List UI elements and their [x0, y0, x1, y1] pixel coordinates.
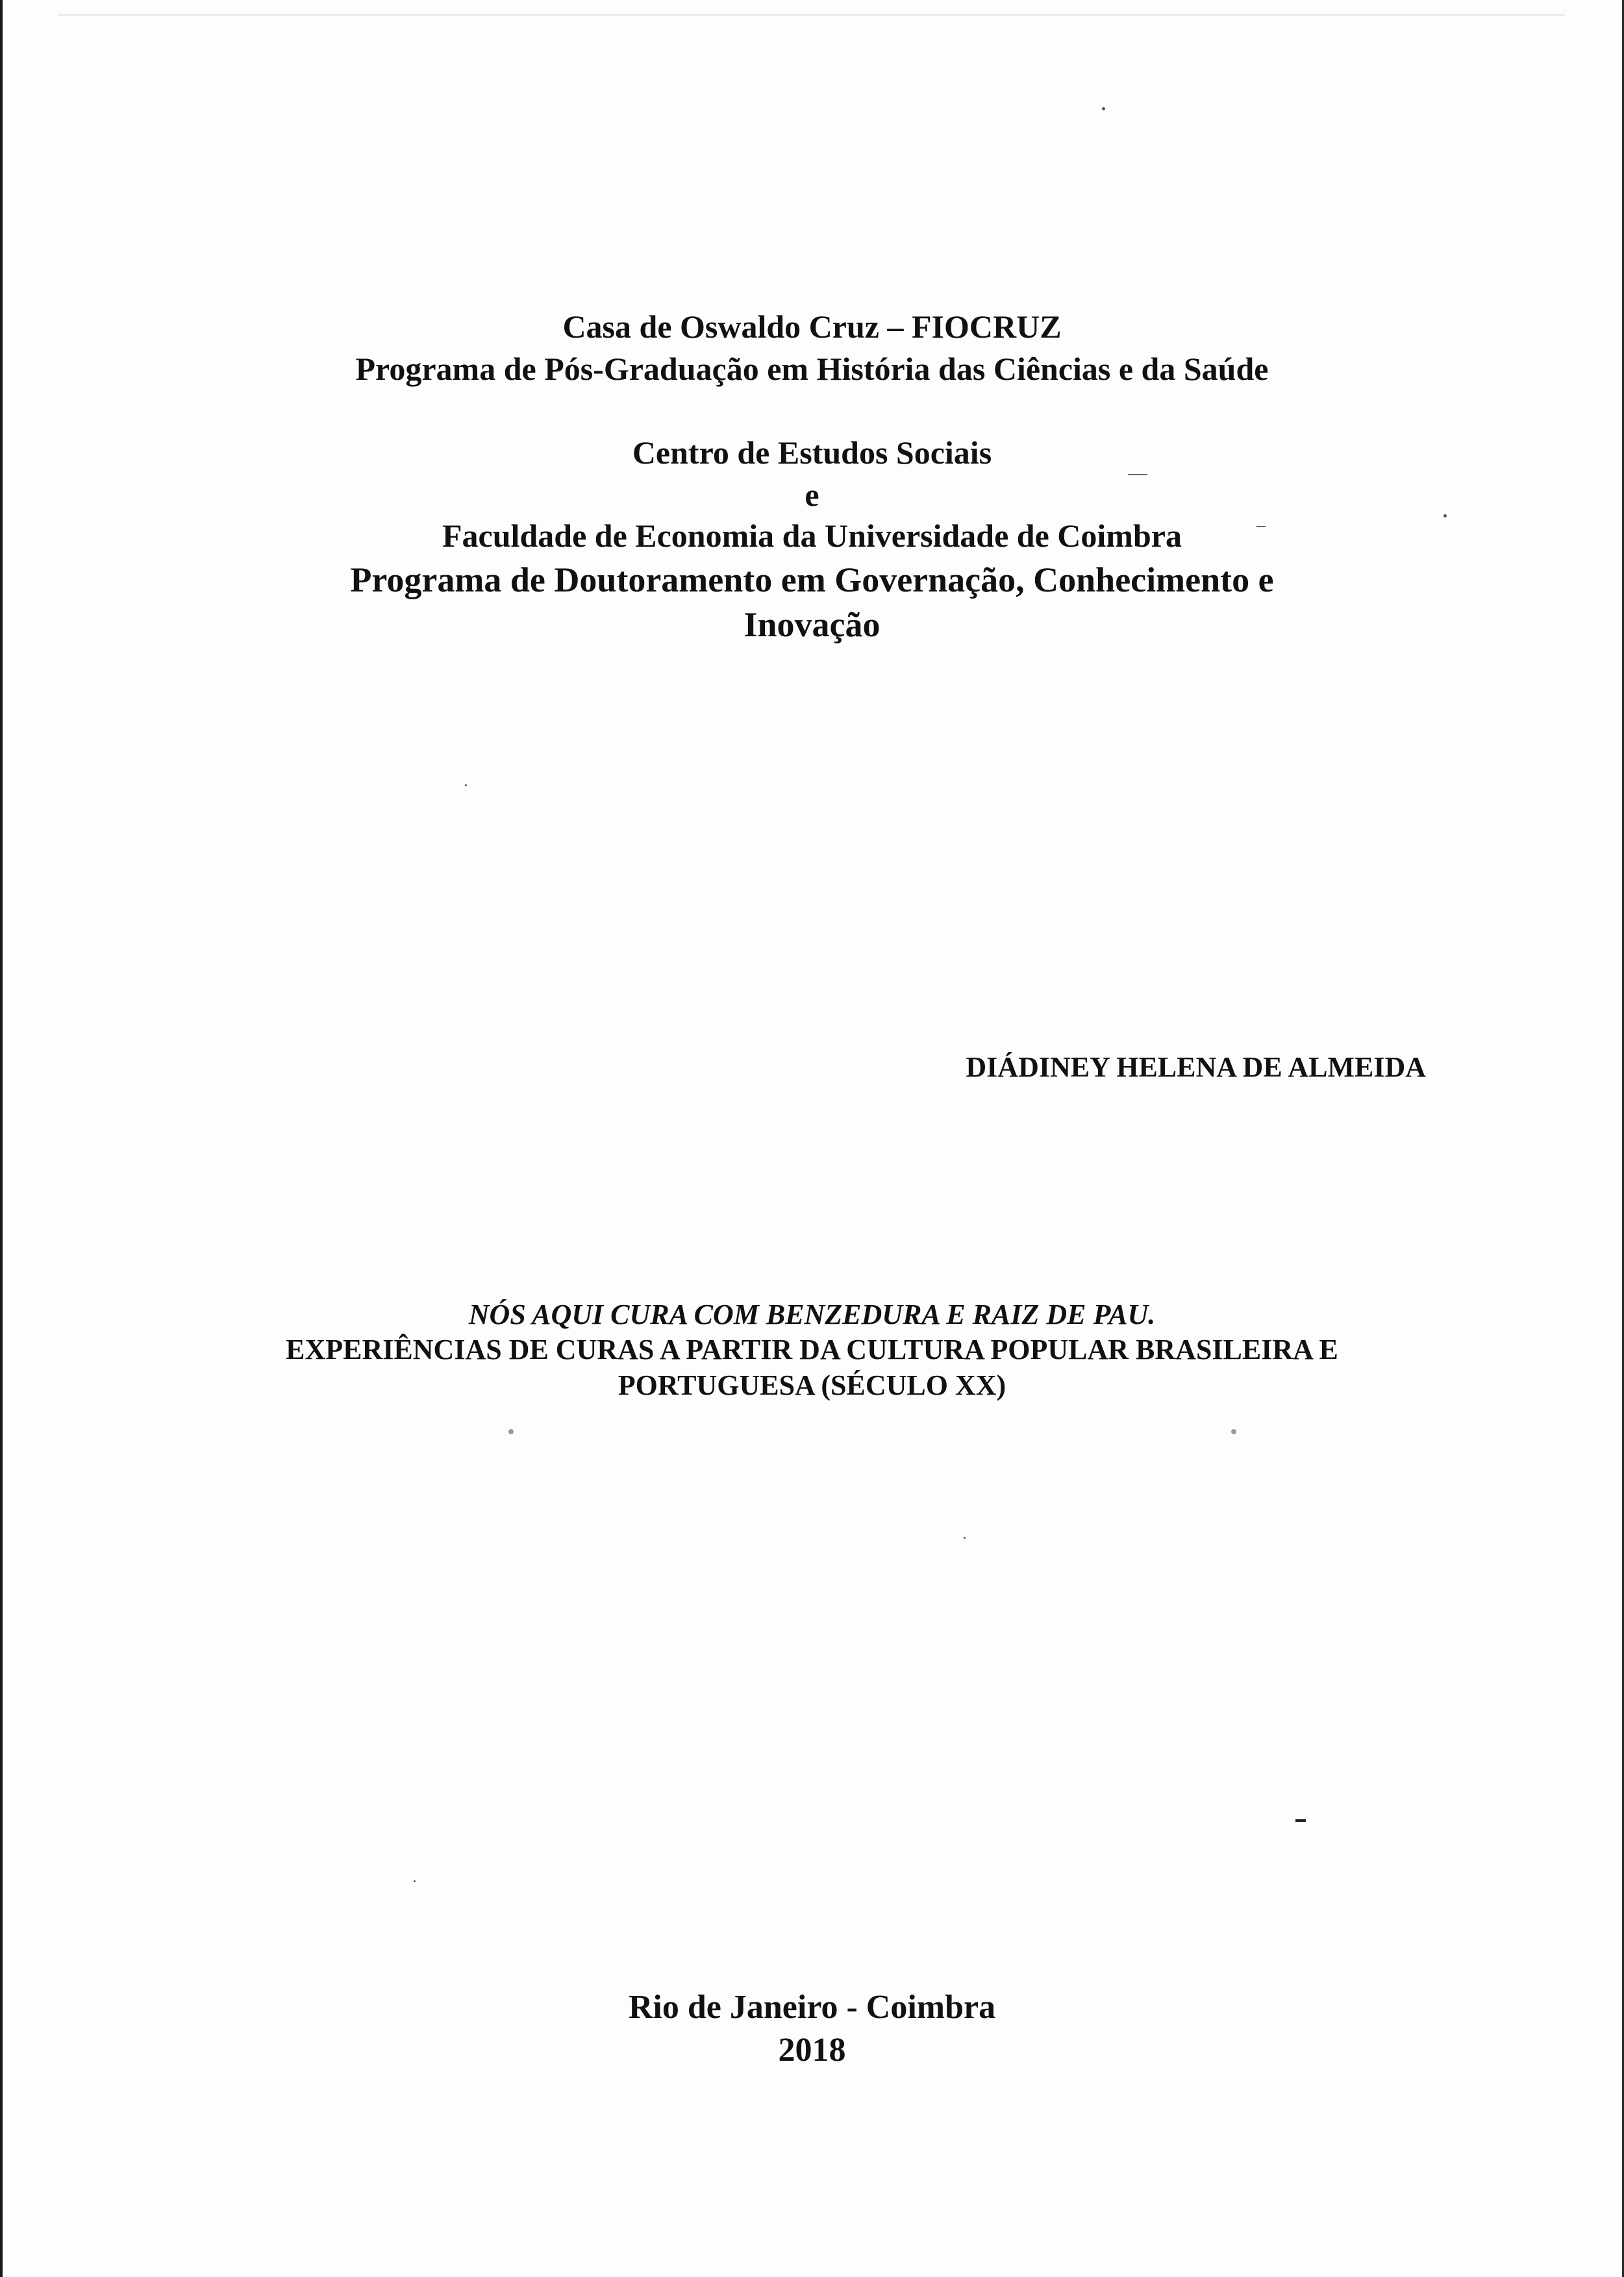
program-doctorate-line-1: Programa de Doutoramento em Governação, Conhecimento e: [350, 560, 1274, 599]
scan-mark: [1295, 1819, 1306, 1822]
thesis-subtitle-line-2: PORTUGUESA (SÉCULO XX): [618, 1369, 1006, 1401]
year: 2018: [778, 2032, 846, 2069]
thesis-title: NÓS AQUI CURA COM BENZEDURA E RAIZ DE PAU.: [468, 1299, 1156, 1330]
scan-edge-top: [58, 14, 1565, 16]
conjunction-e: e: [805, 477, 819, 513]
institution-ces: Centro de Estudos Sociais: [632, 434, 992, 471]
scan-speck: [414, 1880, 416, 1882]
author-name: DIÁDINEY HELENA DE ALMEIDA: [966, 1051, 1426, 1083]
institution-fiocruz: Casa de Oswaldo Cruz – FIOCRUZ: [562, 308, 1062, 345]
scan-speck: [465, 784, 467, 786]
scan-speck: [1443, 514, 1447, 517]
thesis-subtitle-line-1: EXPERIÊNCIAS DE CURAS A PARTIR DA CULTURA POPULAR BRASILEIRA E: [286, 1334, 1338, 1365]
scan-speck: [1231, 1429, 1236, 1434]
scan-speck: [1102, 107, 1105, 110]
program-history-sciences: Programa de Pós-Graduação em História das Ciências e da Saúde: [355, 351, 1269, 387]
institution-feuc: Faculdade de Economia da Universidade de Coimbra: [442, 517, 1182, 554]
program-doctorate-line-2: Inovação: [743, 605, 881, 644]
scan-speck: [964, 1537, 966, 1539]
scan-mark: [1128, 474, 1147, 475]
scan-speck: [508, 1429, 514, 1434]
scan-mark: [1256, 526, 1266, 527]
place: Rio de Janeiro - Coimbra: [628, 1989, 996, 2026]
